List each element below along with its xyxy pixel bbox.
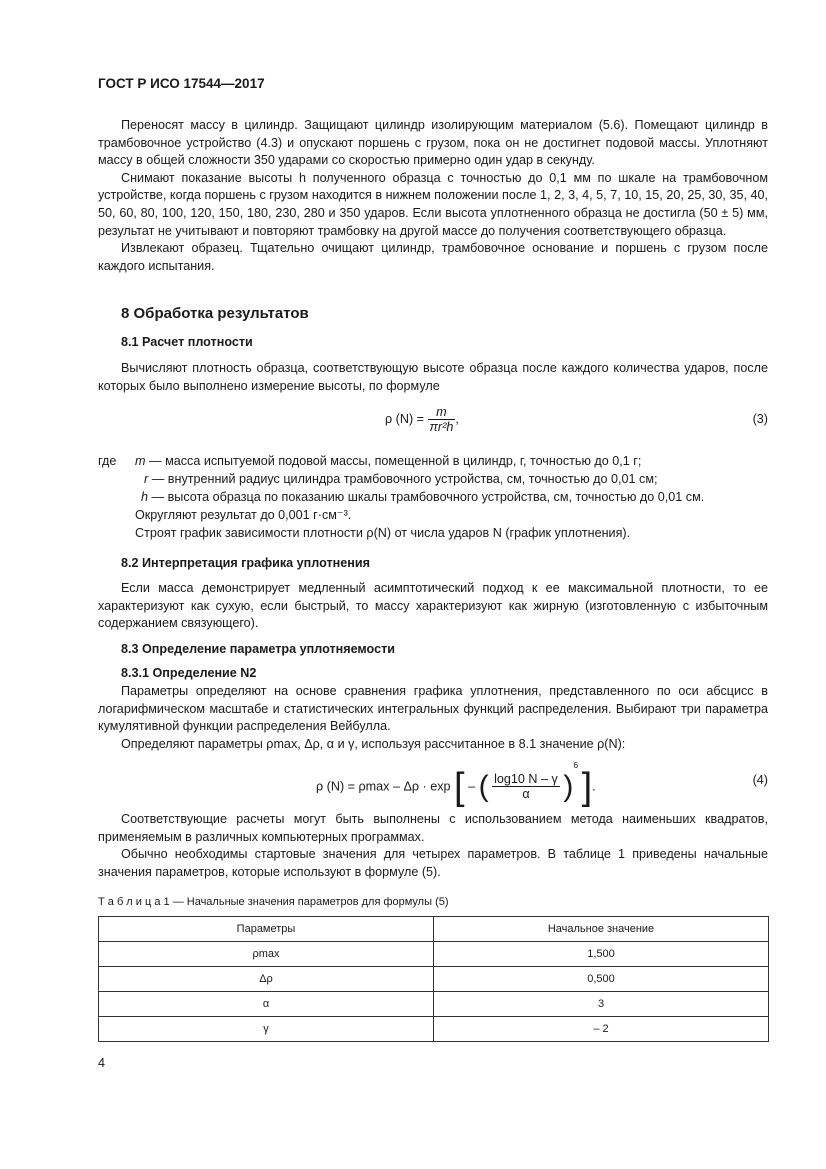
table-cell: 1,500: [434, 942, 769, 967]
section-8-title: 8 Обработка результатов: [121, 305, 309, 322]
table-header-cell: Параметры: [99, 917, 434, 942]
page-number: 4: [98, 1056, 106, 1070]
table-cell: – 2: [434, 1017, 769, 1042]
var-h-symbol: h: [141, 490, 149, 504]
eq3-fraction: [428, 405, 456, 434]
paragraph-2: Снимают показание высоты h полученного образца с точностью до 0,1 мм по шкале на трамбовочном устройстве, когда поршень с грузом находится в нижнем положении после 1, 2, 3, 4, 5, 7, 10, 15, 20, 25, 30, 35, 40, 50, 60, 80, 100, 120, 150, 180, 230, 280 и 350 ударов. Если высота уплотненного образца не достигла (50 ± 5) мм, результат не учитывают и повторяют трамбовку на другой массе до получения соответствующего образца.: [98, 170, 768, 238]
section-8-3-1-paragraph-2: Определяют параметры ρmax, Δρ, α и γ, используя рассчитанное в 8.1 значение ρ(N):: [121, 736, 626, 751]
equation-3-number: (3): [752, 412, 768, 426]
section-8-3-1-text: [98, 683, 768, 753]
section-8-2-title: 8.2 Интерпретация графика уплотнения: [121, 556, 370, 570]
after-eq4-paragraph-1: Соответствующие расчеты могут быть выполнены с использованием метода наименьших квадратов, применяемым в различных компьютерных программах.: [98, 812, 768, 844]
table-cell: ρmax: [99, 942, 434, 967]
equation-4-number: (4): [752, 773, 768, 787]
graph-note: Строят график зависимости плотности ρ(N) от числа ударов N (график уплотнения).: [135, 526, 631, 540]
table-header-cell: Начальное значение: [434, 917, 769, 942]
paragraph-3: Извлекают образец. Тщательно очищают цилиндр, трамбовочное основание и поршень с грузом после каждого испытания.: [98, 241, 768, 273]
eq4-left-bracket: [: [454, 765, 465, 808]
table-cell: 0,500: [434, 967, 769, 992]
table-cell: γ: [99, 1017, 434, 1042]
table-cell: 3: [434, 992, 769, 1017]
eq4-right-bracket: ]: [581, 765, 593, 808]
var-r-text: — внутренний радиус цилиндра трамбовочного устройства, см, точностью до 0,01 см;: [151, 472, 658, 486]
section-8-3-title: 8.3 Определение параметра уплотняемости: [121, 642, 395, 656]
eq4-fraction: [492, 772, 560, 801]
table-row: [99, 942, 769, 967]
eq3-lhs: ρ (N) =: [385, 411, 424, 426]
after-eq4-paragraph-2: Обычно необходимы стартовые значения для четырех параметров. В таблице 1 приведены начальные значения параметров, которые используют в формуле (5).: [98, 847, 768, 879]
table-1-caption: [98, 896, 449, 908]
table-1: [98, 916, 769, 1042]
eq4-denominator: α: [522, 787, 530, 802]
table-cell: α: [99, 992, 434, 1017]
table-row: [99, 1017, 769, 1042]
eq4-lhs: ρ (N) = ρmax – Δρ · exp: [316, 779, 451, 794]
eq3-denominator: πr²h: [429, 420, 454, 434]
table-caption-prefix: Т а б л и ц а: [98, 896, 161, 908]
var-r-symbol: r: [144, 472, 149, 486]
table-row: [99, 992, 769, 1017]
eq4-exponent: 6: [573, 760, 579, 770]
equation-3: ρ (N) = $\frac{m}{\text{πr²h}}$ ,: [385, 405, 459, 434]
var-h-text: — высота образца по показанию шкалы трамбовочного устройства, см, точностью до 0,01 см.: [151, 490, 705, 504]
section-8-2-text: [98, 580, 768, 633]
where-label: где: [98, 454, 117, 468]
section-8-1-text: [98, 360, 768, 395]
variable-definitions: [98, 452, 768, 542]
table-cell: Δρ: [99, 967, 434, 992]
after-equation-4-text: [98, 811, 768, 881]
paragraph-1: Переносят массу в цилиндр. Защищают цилиндр изолирующим материалом (5.6). Помещают цилиндр в трамбовочное устройство (4.3) и опускают поршень с грузом, пока он не достигнет подовой массы. Уплотняют массу в общей сложности 350 ударами со скоростью примерно один удар в секунду.: [98, 118, 768, 168]
table-row: [99, 967, 769, 992]
eq3-numerator: m: [428, 405, 456, 420]
eq4-numerator: log10 N – γ: [494, 772, 558, 787]
equation-4: ρ (N) = ρmax – Δρ · exp [ – ( $\frac{\log 10 N - \gamma}{\alpha}$ )$^6$ ].: [316, 760, 596, 808]
section-8-3-1-paragraph-1: Параметры определяют на основе сравнения графика уплотнения, представленного по оси абсцисс в логарифмическом масштабе и статистических интегральных функций распределения. Выбирают три параметра кумулятивной функции распределения Вейбулла.: [98, 684, 768, 734]
table-caption-text: 1 — Начальные значения параметров для формулы (5): [163, 896, 449, 908]
rounding-note: Округляют результат до 0,001 г·см⁻³.: [135, 508, 352, 522]
section-8-3-1-title: 8.3.1 Определение N2: [121, 666, 257, 680]
var-m-text: — масса испытуемой подовой массы, помещенной в цилиндр, г, точностью до 0,1 г;: [149, 454, 642, 468]
var-m-symbol: m: [135, 454, 146, 468]
eq4-left-paren: (: [478, 769, 489, 803]
section-8-1-title: 8.1 Расчет плотности: [121, 335, 253, 349]
eq4-right-paren: ): [563, 769, 574, 803]
intro-paragraphs: [98, 117, 768, 275]
section-8-1-paragraph: Вычисляют плотность образца, соответствующую высоте образца после каждого количества ударов, после которых было выполнено измерение высоты, по формуле: [98, 361, 768, 393]
table-header-row: [99, 917, 769, 942]
section-8-2-paragraph: Если масса демонстрирует медленный асимптотический подход к ее максимальной плотности, то ее характеризуют как сухую, если быстрый, то массу характеризуют как жирную (изготовленную с избыточным содержанием связующего).: [98, 581, 768, 631]
document-header: ГОСТ Р ИСО 17544—2017: [98, 76, 265, 91]
